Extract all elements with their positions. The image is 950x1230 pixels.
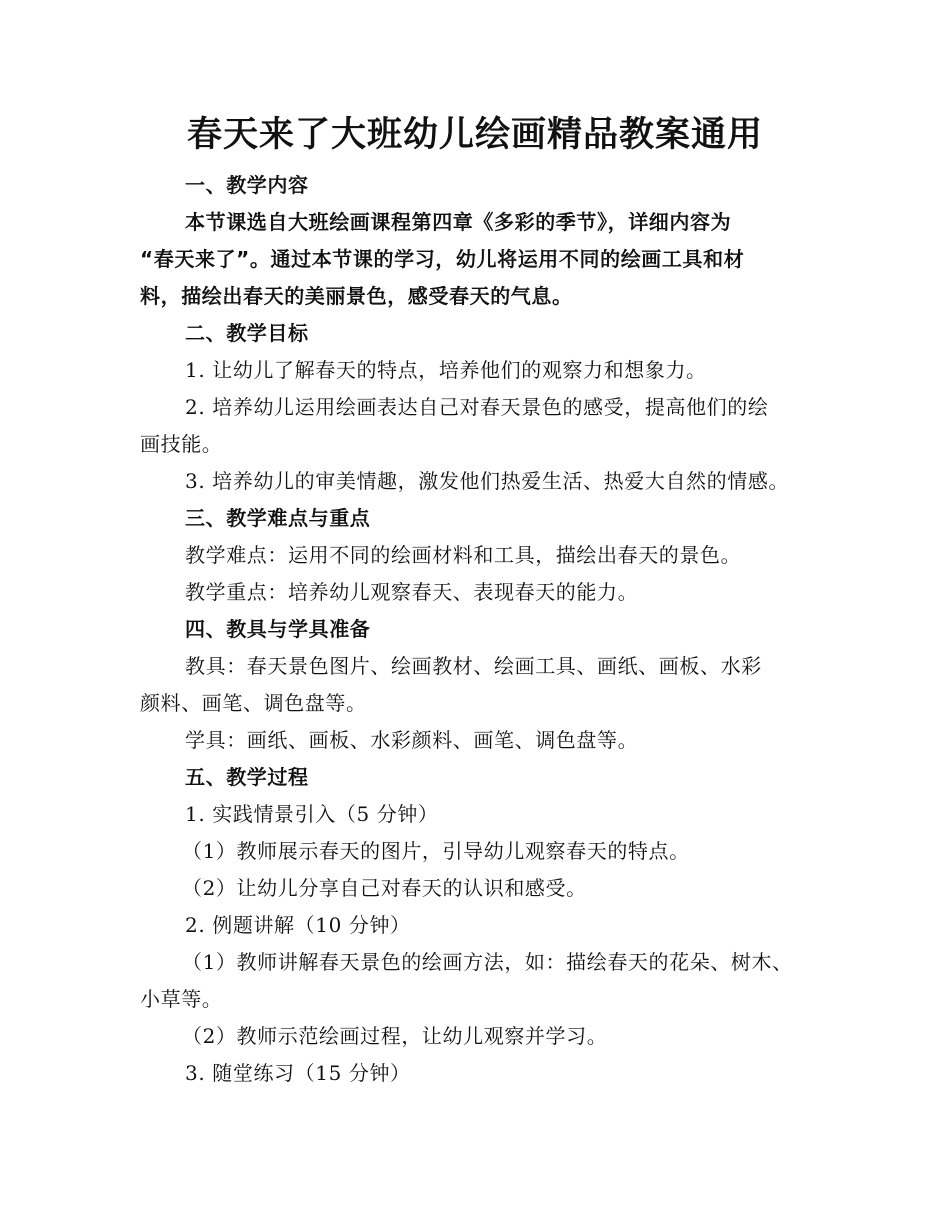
sub-list-item-continuation: 小草等。 xyxy=(140,987,223,1011)
paragraph-line: 本节课选自大班绘画课程第四章《多彩的季节》，详细内容为 xyxy=(185,210,732,234)
list-item: 1. 实践情景引入（5 分钟） xyxy=(185,802,439,826)
section-heading-content: 一、教学内容 xyxy=(185,173,309,197)
document-title: 春天来了大班幼儿绘画精品教案通用 xyxy=(186,114,763,155)
section-heading-materials: 四、教具与学具准备 xyxy=(185,617,371,641)
paragraph-line: 料，描绘出春天的美丽景色，感受春天的气息。 xyxy=(140,284,573,308)
paragraph-line: 教学难点：运用不同的绘画材料和工具，描绘出春天的景色。 xyxy=(185,543,742,567)
paragraph-line: 教学重点：培养幼儿观察春天、表现春天的能力。 xyxy=(185,580,639,604)
section-heading-key-points: 三、教学难点与重点 xyxy=(185,506,371,530)
list-item: 1. 让幼儿了解春天的特点，培养他们的观察力和想象力。 xyxy=(185,358,707,382)
paragraph-line: 颜料、画笔、调色盘等。 xyxy=(140,691,367,715)
list-item: 3. 随堂练习（15 分钟） xyxy=(185,1061,411,1085)
list-item: 3. 培养幼儿的审美情趣，激发他们热爱生活、热爱大自然的情感。 xyxy=(185,469,790,493)
section-heading-process: 五、教学过程 xyxy=(185,765,309,789)
sub-list-item: （1）教师讲解春天景色的绘画方法，如：描绘春天的花朵、树木、 xyxy=(182,950,793,974)
list-item: 2. 例题讲解（10 分钟） xyxy=(185,913,411,937)
sub-list-item: （2）让幼儿分享自己对春天的认识和感受。 xyxy=(182,876,587,900)
paragraph-line: 学具：画纸、画板、水彩颜料、画笔、调色盘等。 xyxy=(185,728,639,752)
list-item: 2. 培养幼儿运用绘画表达自己对春天景色的感受，提高他们的绘 xyxy=(185,395,769,419)
sub-list-item: （2）教师示范绘画过程，让幼儿观察并学习。 xyxy=(182,1024,608,1048)
list-item-continuation: 画技能。 xyxy=(140,432,223,456)
paragraph-line: “春天来了”。通过本节课的学习，幼儿将运用不同的绘画工具和材 xyxy=(140,247,745,271)
section-heading-objectives: 二、教学目标 xyxy=(185,321,309,345)
paragraph-line: 教具：春天景色图片、绘画教材、绘画工具、画纸、画板、水彩 xyxy=(185,654,762,678)
sub-list-item: （1）教师展示春天的图片，引导幼儿观察春天的特点。 xyxy=(182,839,690,863)
